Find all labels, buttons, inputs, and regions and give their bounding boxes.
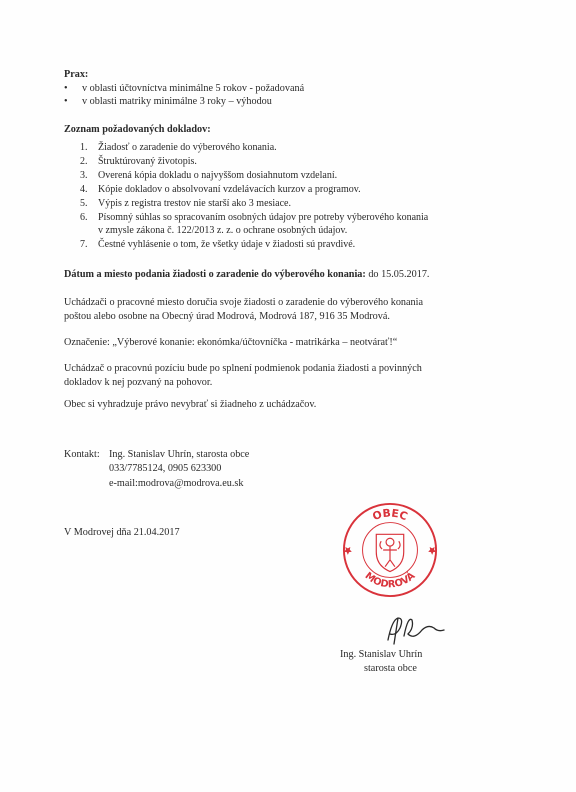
delivery-line-1: Uchádzači o pracovné miesto doručia svoje žiadosti o zaradenie do výberového konania bbox=[64, 297, 423, 308]
stamp-top-text: OBEC bbox=[370, 506, 410, 524]
list-item: 3. Overená kópia dokladu o najvyššom dosiahnutom vzdelaní. bbox=[80, 170, 338, 181]
signatory-title: starosta obce bbox=[364, 663, 417, 674]
deadline-value: do 15.05.2017. bbox=[365, 269, 430, 280]
list-item: 4. Kópie dokladov o absolvovaní vzdelávacích kurzov a programov. bbox=[80, 184, 361, 195]
municipal-stamp bbox=[341, 501, 439, 599]
reserve-line: Obec si vyhradzuje právo nevybrať si žiadneho z uchádzačov. bbox=[64, 399, 317, 410]
signatory-name: Ing. Stanislav Uhrín bbox=[340, 649, 423, 660]
list-item: 2. Štruktúrovaný životopis. bbox=[80, 156, 197, 167]
prax-list bbox=[64, 82, 304, 108]
stamp-bottom-text: MODROVÁ bbox=[362, 570, 418, 591]
contact-label: Kontakt: bbox=[64, 449, 100, 460]
list-item: 6. Písomný súhlas so spracovaním osobných údajov pre potreby výberového konania v zmysle zákona č. 122/2013 z. z. o ochrane osobných údajov. bbox=[80, 212, 429, 236]
handwritten-signature bbox=[378, 610, 448, 650]
documents-heading: Zoznam požadovaných dokladov: bbox=[64, 124, 211, 135]
list-item: 5. Výpis z registra trestov nie starší ako 3 mesiace. bbox=[80, 198, 291, 209]
list-item: 1. Žiadosť o zaradenie do výberového konania. bbox=[80, 142, 277, 153]
coat-of-arms-icon bbox=[376, 534, 403, 571]
deadline-label: Dátum a miesto podania žiadosti o zaradenie do výberového konania: bbox=[64, 269, 366, 280]
prax-heading: Prax: bbox=[64, 69, 89, 80]
bullet-icon: • bbox=[64, 96, 68, 107]
list-item: • v oblasti matriky minimálne 3 roky – výhodou bbox=[64, 96, 272, 107]
contact-name: Ing. Stanislav Uhrín, starosta obce bbox=[109, 449, 250, 460]
deadline-line bbox=[64, 268, 429, 281]
bullet-icon: • bbox=[64, 83, 68, 94]
marking-line: Označenie: „Výberové konanie: ekonómka/účtovníčka - matrikárka – neotvárať!“ bbox=[64, 337, 398, 348]
delivery-line-2: poštou alebo osobne na Obecný úrad Modrová, Modrová 187, 916 35 Modrová. bbox=[64, 311, 390, 322]
contact-phone: 033/7785124, 0905 623300 bbox=[109, 463, 222, 474]
list-item: 7. Čestné vyhlásenie o tom, že všetky údaje v žiadosti sú pravdivé. bbox=[80, 239, 356, 250]
list-item: • v oblasti účtovníctva minimálne 5 rokov - požadovaná bbox=[64, 83, 305, 94]
interview-line-2: dokladov k nej pozvaný na pohovor. bbox=[64, 377, 213, 388]
interview-line-1: Uchádzač o pracovnú pozíciu bude po splnení podmienok podania žiadosti a povinných bbox=[64, 363, 422, 374]
documents-list bbox=[80, 141, 428, 252]
contact-email: e-mail:modrova@modrova.eu.sk bbox=[109, 478, 244, 489]
place-date: V Modrovej dňa 21.04.2017 bbox=[64, 527, 180, 538]
